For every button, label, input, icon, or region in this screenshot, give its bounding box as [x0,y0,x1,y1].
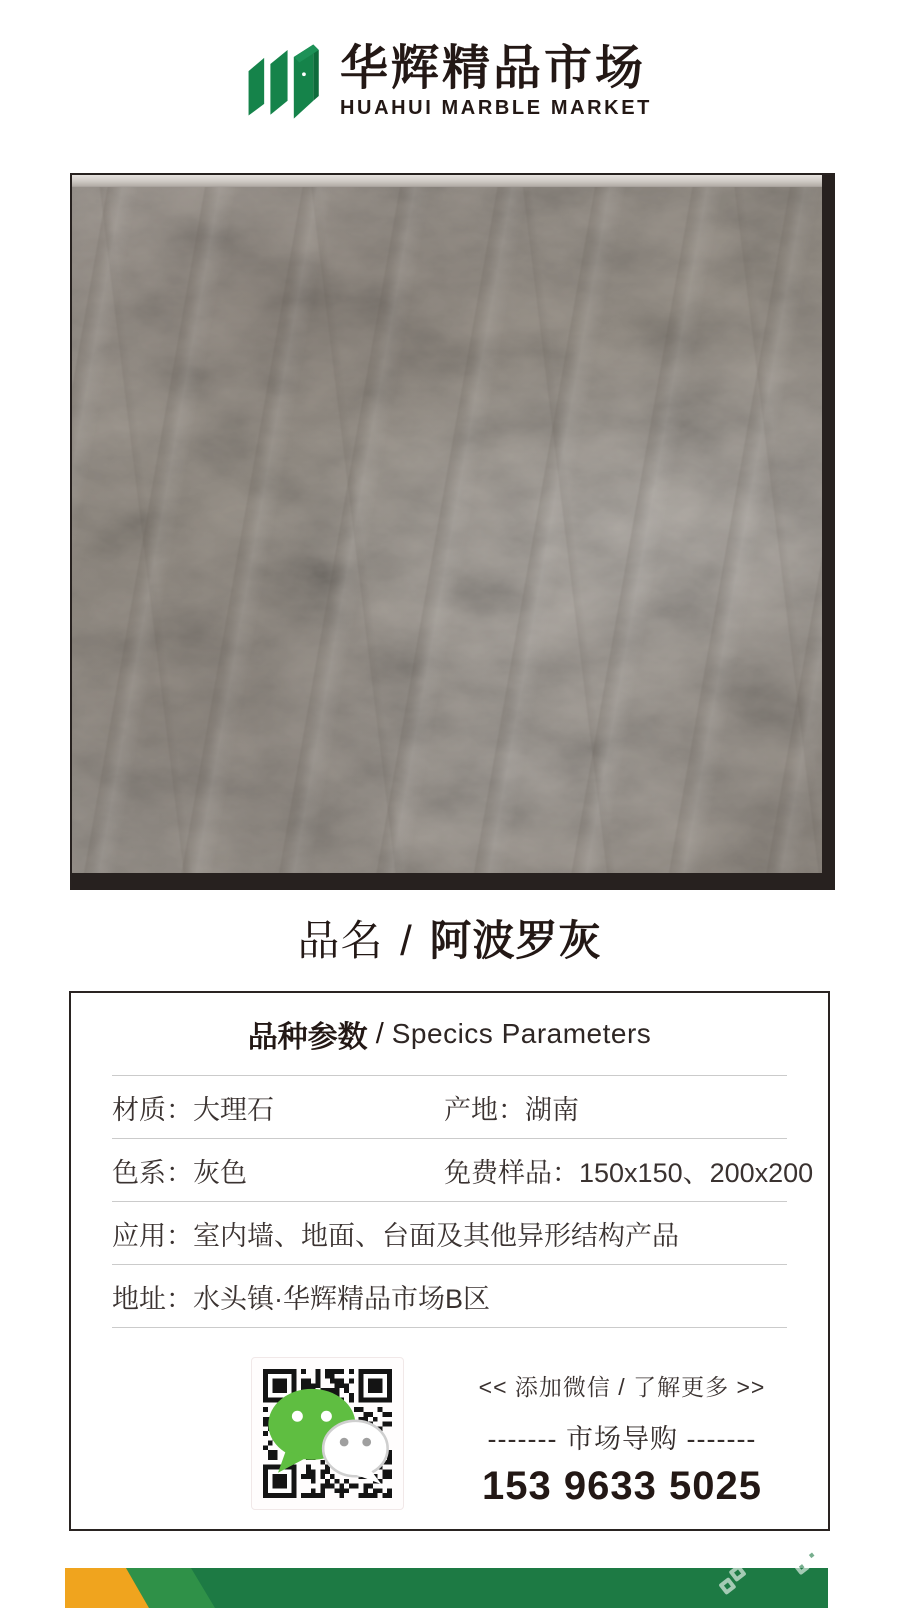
contact-text-column [436,1357,808,1509]
spec-cell [444,1088,787,1127]
spec-label: 材质： [112,1094,193,1125]
watermark-logo [790,1545,826,1579]
specs-title-separator: / [375,1017,384,1050]
brand-name-en: HUAHUI MARBLE MARKET [340,97,652,120]
product-name-line [0,908,899,968]
marble-sample-photo [70,173,835,890]
marble-bevel-edge [72,175,822,187]
spec-cell [112,1151,444,1190]
marble-texture [72,175,822,873]
spec-cell [112,1277,787,1316]
product-name-separator: / [387,917,426,964]
wechat-qr-code [251,1357,404,1510]
brand-header [0,42,899,122]
product-name-value: 阿波罗灰 [429,917,602,964]
product-name-label: 品名 [297,917,384,964]
spec-label: 地址： [112,1283,193,1314]
watermark-logo [714,1560,754,1598]
spec-label: 色系： [112,1157,193,1188]
spec-row-material [112,1075,787,1138]
spec-label: 应用： [112,1220,193,1251]
specs-panel [69,991,830,1531]
spec-value: 湖南 [525,1094,579,1125]
spec-label: 产地： [444,1094,525,1125]
specs-title-en: Specics Parameters [391,1018,652,1049]
spec-value: 150x150、200x200 [579,1157,814,1188]
spec-row-application [112,1201,787,1264]
marble-veins-layer [72,175,822,873]
spec-cell [112,1214,787,1253]
market-guide-label: ------- 市场导购 ------- [487,1424,757,1454]
spec-value: 灰色 [193,1157,247,1188]
brand-name-cn: 华辉精品市场 [340,41,647,95]
spec-label: 免费样品： [444,1157,579,1188]
contact-block [71,1328,828,1527]
spec-cell [444,1151,813,1190]
footer-ribbon [65,1568,828,1608]
spec-value: 室内墙、地面、台面及其他异形结构产品 [193,1220,679,1251]
spec-value: 大理石 [193,1094,274,1125]
spec-cell [112,1088,444,1127]
wechat-hint-text: << 添加微信 / 了解更多 >> [478,1374,766,1400]
marble-slabs-logo-icon [247,42,325,122]
specs-title [71,993,828,1075]
wechat-icon [263,1369,392,1498]
specs-table [112,1075,814,1328]
spec-row-color [112,1138,814,1201]
specs-title-cn: 品种参数 [247,1021,368,1054]
spec-row-address [112,1264,787,1327]
phone-number: 153 9633 5025 [482,1464,762,1508]
spec-value: 水头镇·华辉精品市场B区 [193,1283,490,1314]
